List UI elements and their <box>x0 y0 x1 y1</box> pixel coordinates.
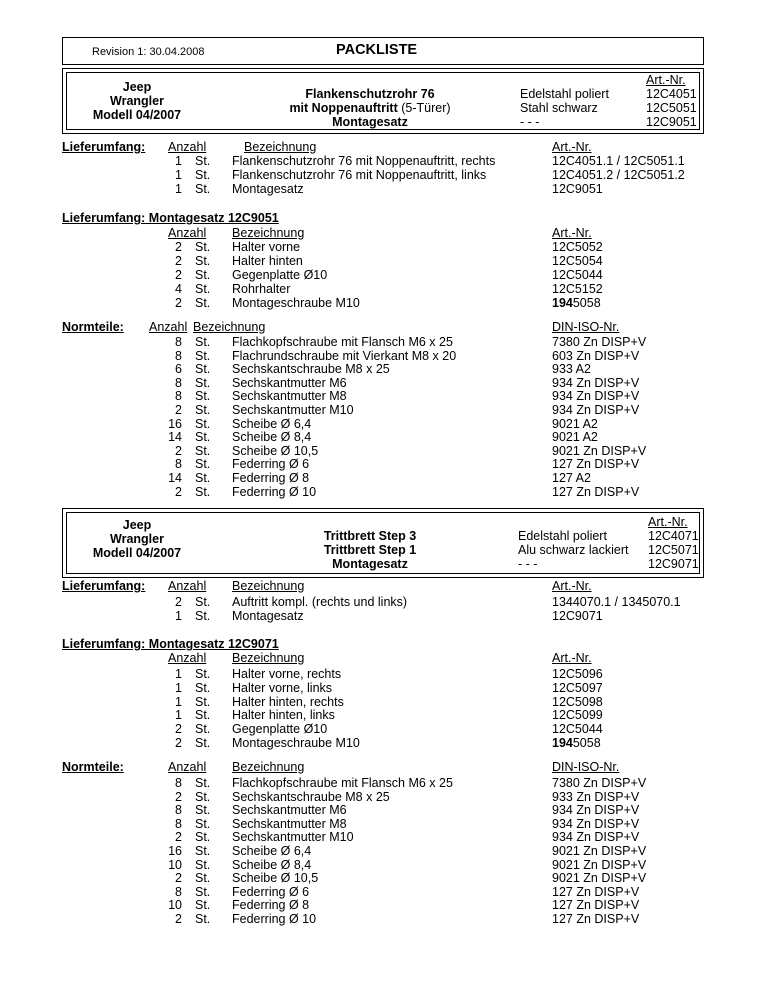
variant: Stahl schwarz <box>520 101 598 115</box>
list-item <box>0 737 768 751</box>
list-item <box>0 899 768 913</box>
item-unit: St. <box>195 776 211 790</box>
item-description: Sechskantschraube M8 x 25 <box>232 362 390 377</box>
item-unit: St. <box>195 857 211 872</box>
item-unit: St. <box>195 403 211 417</box>
product1-name-line2-bold: mit Noppenauftritt <box>289 101 398 115</box>
item-description: Flachrundschraube mit Vierkant M8 x 20 <box>232 348 457 363</box>
list-item <box>0 390 768 404</box>
item-qty: 1 <box>175 667 182 681</box>
item-description: Montagesatz <box>232 182 304 196</box>
item-art-number: 12C4051.1 / 12C5051.1 <box>552 154 685 168</box>
item-description: Federring Ø 10 <box>232 484 317 499</box>
list-item <box>0 431 768 445</box>
art-header: Art.-Nr. <box>648 515 688 529</box>
item-qty: 10 <box>168 857 182 872</box>
item-art-number: 12C5099 <box>552 708 603 723</box>
list-item <box>0 818 768 832</box>
item-unit: St. <box>195 871 211 886</box>
norm1-col-qty: Anzahl <box>149 320 188 334</box>
item-description: Auftritt kompl. (rechts und links) <box>232 595 408 609</box>
item-unit: St. <box>195 375 211 390</box>
item-qty: 6 <box>175 362 182 377</box>
item-art-number: 127 Zn DISP+V <box>552 484 640 499</box>
item-art-number: 9021 A2 <box>552 416 598 431</box>
item-description: Federring Ø 8 <box>232 471 310 485</box>
item-qty: 8 <box>175 389 182 404</box>
item-art-number: 934 Zn DISP+V <box>552 403 640 417</box>
item-art-number: 127 A2 <box>552 471 591 485</box>
page-title: PACKLISTE <box>336 42 418 58</box>
item-art-number: 12C5052 <box>552 240 603 254</box>
item-description: Scheibe Ø 6,4 <box>232 416 312 431</box>
item-unit: St. <box>195 295 211 310</box>
item-qty: 8 <box>175 457 182 472</box>
item-unit: St. <box>195 722 211 737</box>
item-qty: 1 <box>175 168 182 182</box>
item-description: Sechskantschraube M8 x 25 <box>232 789 390 804</box>
norm2-col-art: DIN-ISO-Nr. <box>552 760 620 774</box>
item-description: Sechskantmutter M10 <box>232 403 354 417</box>
item-qty: 1 <box>175 708 182 723</box>
product1-name-line2 <box>250 101 490 115</box>
scope2-col-art: Art.-Nr. <box>552 579 592 593</box>
product2-variants <box>518 529 628 571</box>
list-item <box>0 283 768 297</box>
list-item <box>0 723 768 737</box>
list-item <box>0 486 768 500</box>
variant: - - - <box>520 115 540 129</box>
item-qty: 2 <box>175 484 182 499</box>
item-art-number: 934 Zn DISP+V <box>552 375 640 390</box>
item-unit: St. <box>195 443 211 458</box>
item-qty: 8 <box>175 803 182 818</box>
item-art-prefix: 194 <box>552 736 573 750</box>
item-art-prefix: 194 <box>552 295 573 310</box>
list-item <box>0 458 768 472</box>
product2-name-line2: Trittbrett Step 1 <box>323 543 417 557</box>
item-qty: 8 <box>175 375 182 390</box>
item-art-number: 12C9071 <box>552 609 603 623</box>
item-description: Scheibe Ø 8,4 <box>232 857 312 872</box>
item-qty: 2 <box>175 722 182 737</box>
scope2-col-qty: Anzahl <box>168 579 207 593</box>
item-art-number: 12C4051.2 / 12C5051.2 <box>552 168 685 182</box>
item-description: Halter vorne <box>232 240 301 254</box>
item-art-number: 9021 Zn DISP+V <box>552 443 647 458</box>
item-qty: 2 <box>175 830 182 845</box>
item-qty: 2 <box>175 789 182 804</box>
item-qty: 14 <box>168 471 182 485</box>
list-item <box>0 859 768 873</box>
product1-art-numbers <box>646 73 697 129</box>
item-art-number: 9021 Zn DISP+V <box>552 857 647 872</box>
item-qty: 1 <box>175 694 182 709</box>
list-item <box>0 445 768 459</box>
item-description: Federring Ø 8 <box>232 898 310 913</box>
list-item <box>0 777 768 791</box>
kit2-label: Lieferumfang: Montagesatz 12C9071 <box>62 637 279 651</box>
item-qty: 2 <box>175 443 182 458</box>
item-unit: St. <box>195 154 211 168</box>
list-item <box>0 668 768 682</box>
item-art-number: 934 Zn DISP+V <box>552 830 640 845</box>
item-qty: 8 <box>175 816 182 831</box>
vehicle-make: Jeep <box>122 518 152 532</box>
list-item <box>0 255 768 269</box>
product2-name-line3: Montagesatz <box>332 557 408 571</box>
item-art-suffix: 5058 <box>572 736 601 750</box>
item-art-number: 9021 Zn DISP+V <box>552 844 647 858</box>
product1-vehicle <box>72 80 202 122</box>
product1-variants <box>520 87 609 129</box>
list-item <box>0 831 768 845</box>
item-unit: St. <box>195 830 211 845</box>
item-qty: 16 <box>168 416 182 431</box>
product2-art-numbers <box>648 515 699 571</box>
item-description: Flachkopfschraube mit Flansch M6 x 25 <box>232 776 453 790</box>
item-unit: St. <box>195 267 211 282</box>
item-unit: St. <box>195 789 211 804</box>
variant: Alu schwarz lackiert <box>518 543 629 557</box>
item-description: Rohrhalter <box>232 281 291 296</box>
item-description: Flachkopfschraube mit Flansch M6 x 25 <box>232 335 453 349</box>
item-description: Gegenplatte Ø10 <box>232 722 328 737</box>
item-description: Montageschraube M10 <box>232 736 360 750</box>
scope1-col-art: Art.-Nr. <box>552 140 592 154</box>
item-unit: St. <box>195 736 211 750</box>
item-art-number: 12C5152 <box>552 281 603 296</box>
product1-name-line2-normal: (5-Türer) <box>397 101 451 115</box>
list-item <box>0 155 768 169</box>
item-qty: 2 <box>175 403 182 417</box>
item-description: Scheibe Ø 10,5 <box>232 871 319 886</box>
list-item <box>0 297 768 311</box>
list-item <box>0 336 768 350</box>
norm1-col-desc: Bezeichnung <box>193 320 266 334</box>
art-number: 12C9071 <box>648 557 699 571</box>
item-unit: St. <box>195 281 211 296</box>
item-description: Halter hinten <box>232 253 303 268</box>
item-art-number: 933 Zn DISP+V <box>552 789 640 804</box>
item-qty: 2 <box>175 267 182 282</box>
item-qty: 8 <box>175 776 182 790</box>
item-qty: 2 <box>175 912 182 926</box>
item-art-number: 127 Zn DISP+V <box>552 457 640 472</box>
item-description: Sechskantmutter M8 <box>232 389 347 404</box>
item-unit: St. <box>195 430 211 445</box>
product1-name-line3: Montagesatz <box>332 115 408 129</box>
item-unit: St. <box>195 182 211 196</box>
item-art-number: 9021 A2 <box>552 430 598 445</box>
list-item <box>0 872 768 886</box>
item-description: Montagesatz <box>232 609 304 623</box>
norm2-col-qty: Anzahl <box>168 760 207 774</box>
item-qty: 2 <box>175 736 182 750</box>
item-description: Halter hinten, rechts <box>232 694 344 709</box>
item-description: Gegenplatte Ø10 <box>232 267 328 282</box>
item-qty: 1 <box>175 182 182 196</box>
item-qty: 2 <box>175 240 182 254</box>
list-item <box>0 596 768 610</box>
item-qty: 10 <box>168 898 182 913</box>
item-qty: 1 <box>175 680 182 695</box>
product2-name-line1: Trittbrett Step 3 <box>323 529 417 543</box>
item-description: Montageschraube M10 <box>232 295 360 310</box>
item-art-number: 934 Zn DISP+V <box>552 816 640 831</box>
item-description: Halter vorne, links <box>232 680 333 695</box>
item-art-number: 934 Zn DISP+V <box>552 389 640 404</box>
item-art-number: 933 A2 <box>552 362 591 377</box>
art-number: 12C5071 <box>648 543 699 557</box>
item-description: Federring Ø 6 <box>232 884 310 899</box>
norm2-label: Normteile: <box>62 760 124 774</box>
item-art-number: 12C9051 <box>552 182 603 196</box>
item-unit: St. <box>195 708 211 723</box>
list-item <box>0 183 768 197</box>
item-unit: St. <box>195 884 211 899</box>
item-description: Flankenschutzrohr 76 mit Noppenauftritt, rechts <box>232 154 496 168</box>
vehicle-model: Wrangler <box>110 94 164 108</box>
list-item <box>0 169 768 183</box>
item-art-suffix: 5058 <box>572 295 601 310</box>
list-item <box>0 610 768 624</box>
list-item <box>0 682 768 696</box>
item-art-number: 12C5098 <box>552 694 603 709</box>
scope2-col-desc: Bezeichnung <box>232 579 305 593</box>
item-unit: St. <box>195 335 211 349</box>
item-qty: 16 <box>168 844 182 858</box>
item-unit: St. <box>195 595 211 609</box>
scope1-col-desc: Bezeichnung <box>244 140 317 154</box>
list-item <box>0 377 768 391</box>
list-item <box>0 886 768 900</box>
item-unit: St. <box>195 348 211 363</box>
item-description: Scheibe Ø 6,4 <box>232 844 312 858</box>
vehicle-year: Modell 04/2007 <box>92 546 182 560</box>
item-description: Federring Ø 6 <box>232 457 310 472</box>
variant: - - - <box>518 557 538 571</box>
kit1-label: Lieferumfang: Montagesatz 12C9051 <box>62 211 279 225</box>
item-qty: 1 <box>175 154 182 168</box>
kit2-col-art: Art.-Nr. <box>552 651 592 665</box>
item-qty: 2 <box>175 871 182 886</box>
kit1-col-desc: Bezeichnung <box>232 226 305 240</box>
product1-name-line1: Flankenschutzrohr 76 <box>305 87 435 101</box>
item-qty: 2 <box>175 253 182 268</box>
norm1-label: Normteile: <box>62 320 124 334</box>
item-description: Sechskantmutter M6 <box>232 803 347 818</box>
item-description: Sechskantmutter M8 <box>232 816 347 831</box>
kit2-col-qty: Anzahl <box>168 651 207 665</box>
art-header: Art.-Nr. <box>646 73 686 87</box>
item-unit: St. <box>195 912 211 926</box>
item-unit: St. <box>195 240 211 254</box>
item-description: Halter vorne, rechts <box>232 667 342 681</box>
item-unit: St. <box>195 844 211 858</box>
item-unit: St. <box>195 803 211 818</box>
item-unit: St. <box>195 680 211 695</box>
scope1-col-qty: Anzahl <box>168 140 207 154</box>
kit2-col-desc: Bezeichnung <box>232 651 305 665</box>
item-art-number: 12C5044 <box>552 722 603 737</box>
item-unit: St. <box>195 362 211 377</box>
item-unit: St. <box>195 457 211 472</box>
item-qty: 2 <box>175 595 182 609</box>
item-art-number: 12C5096 <box>552 667 603 681</box>
item-description: Federring Ø 10 <box>232 912 317 926</box>
list-item <box>0 241 768 255</box>
item-qty: 8 <box>175 348 182 363</box>
list-item <box>0 418 768 432</box>
item-description: Sechskantmutter M6 <box>232 375 347 390</box>
item-unit: St. <box>195 168 211 182</box>
item-qty: 4 <box>175 281 182 296</box>
list-item <box>0 363 768 377</box>
item-description: Flankenschutzrohr 76 mit Noppenauftritt, links <box>232 168 487 182</box>
item-unit: St. <box>195 667 211 681</box>
list-item <box>0 791 768 805</box>
list-item <box>0 472 768 486</box>
art-number: 12C4051 <box>646 87 697 101</box>
variant: Edelstahl poliert <box>518 529 607 543</box>
item-art-number: 127 Zn DISP+V <box>552 884 640 899</box>
list-item <box>0 845 768 859</box>
art-number: 12C4071 <box>648 529 699 543</box>
item-unit: St. <box>195 898 211 913</box>
art-number: 12C5051 <box>646 101 697 115</box>
item-art-number: 934 Zn DISP+V <box>552 803 640 818</box>
list-item <box>0 709 768 723</box>
item-art-number: 127 Zn DISP+V <box>552 912 640 926</box>
vehicle-make: Jeep <box>122 80 152 94</box>
item-art-number: 12C5054 <box>552 253 603 268</box>
item-description: Halter hinten, links <box>232 708 335 723</box>
norm2-col-desc: Bezeichnung <box>232 760 305 774</box>
item-qty: 1 <box>175 609 182 623</box>
item-art-number: 12C5097 <box>552 680 603 695</box>
item-qty: 2 <box>175 295 182 310</box>
item-description: Scheibe Ø 8,4 <box>232 430 312 445</box>
item-description: Sechskantmutter M10 <box>232 830 354 845</box>
product1-name <box>250 87 490 129</box>
item-art-number: 7380 Zn DISP+V <box>552 776 647 790</box>
item-unit: St. <box>195 609 211 623</box>
item-unit: St. <box>195 389 211 404</box>
list-item <box>0 350 768 364</box>
item-art-number <box>552 297 601 311</box>
kit1-col-art: Art.-Nr. <box>552 226 592 240</box>
item-unit: St. <box>195 694 211 709</box>
item-unit: St. <box>195 816 211 831</box>
norm1-col-art: DIN-ISO-Nr. <box>552 320 620 334</box>
item-art-number <box>552 737 601 751</box>
item-unit: St. <box>195 471 211 485</box>
item-art-number: 1344070.1 / 1345070.1 <box>552 595 681 609</box>
item-qty: 8 <box>175 884 182 899</box>
item-qty: 8 <box>175 335 182 349</box>
item-unit: St. <box>195 416 211 431</box>
list-item <box>0 804 768 818</box>
product2-name <box>250 529 490 571</box>
item-art-number: 7380 Zn DISP+V <box>552 335 647 349</box>
item-art-number: 127 Zn DISP+V <box>552 898 640 913</box>
item-qty: 14 <box>168 430 182 445</box>
art-number: 12C9051 <box>646 115 697 129</box>
list-item <box>0 404 768 418</box>
scope1-label: Lieferumfang: <box>62 140 146 154</box>
list-item <box>0 696 768 710</box>
item-art-number: 603 Zn DISP+V <box>552 348 640 363</box>
item-art-number: 9021 Zn DISP+V <box>552 871 647 886</box>
scope2-label: Lieferumfang: <box>62 579 146 593</box>
kit1-col-qty: Anzahl <box>168 226 207 240</box>
item-unit: St. <box>195 484 211 499</box>
vehicle-year: Modell 04/2007 <box>92 108 182 122</box>
list-item <box>0 269 768 283</box>
variant: Edelstahl poliert <box>520 87 609 101</box>
product2-vehicle <box>72 518 202 560</box>
vehicle-model: Wrangler <box>110 532 164 546</box>
revision-date: Revision 1: 30.04.2008 <box>92 46 205 58</box>
item-art-number: 12C5044 <box>552 267 603 282</box>
list-item <box>0 913 768 927</box>
item-unit: St. <box>195 253 211 268</box>
item-description: Scheibe Ø 10,5 <box>232 443 319 458</box>
